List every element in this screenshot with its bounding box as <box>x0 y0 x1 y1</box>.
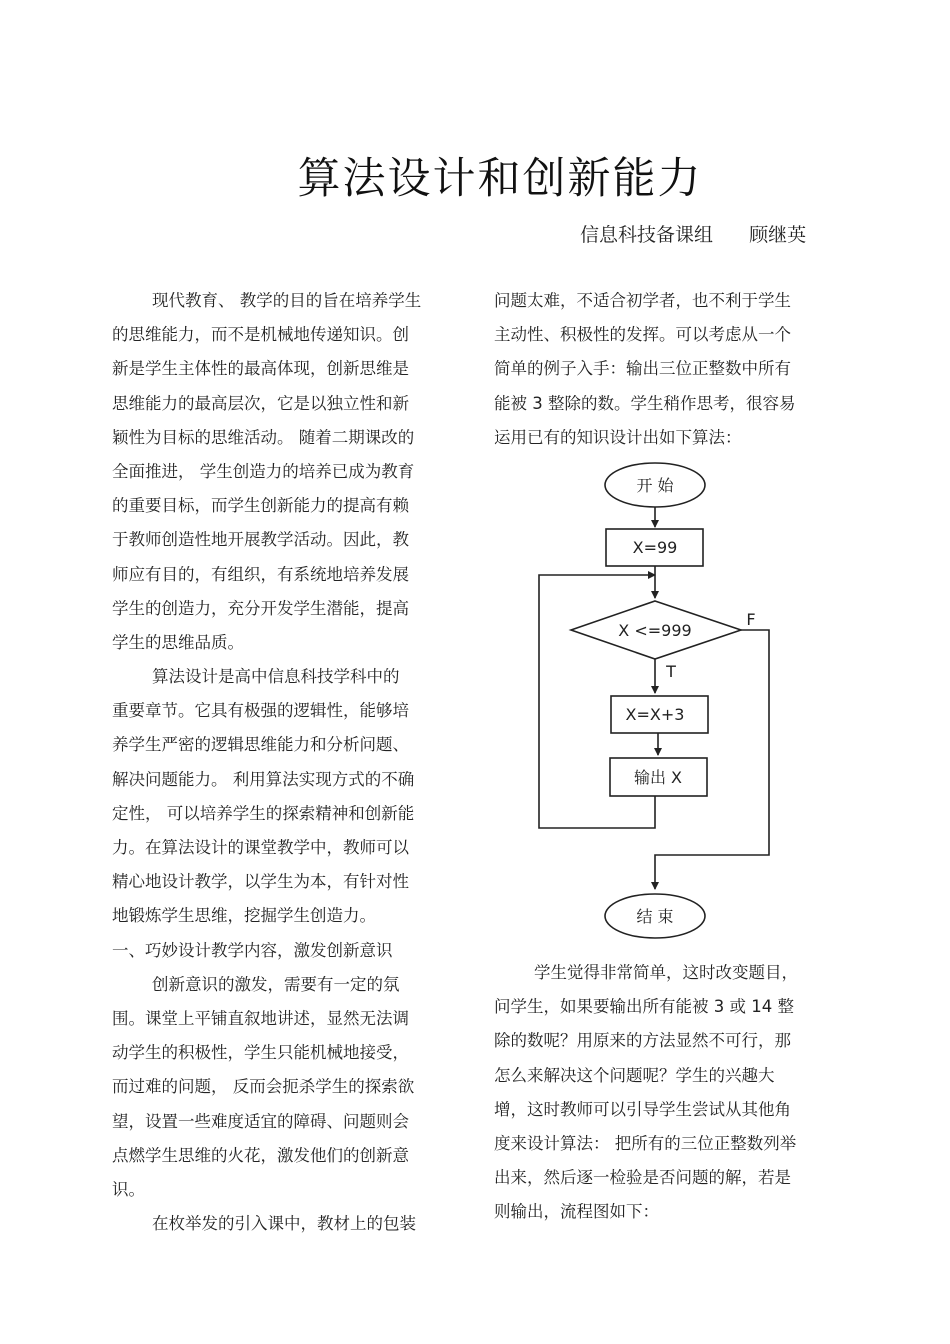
condition-label: X <=999 <box>618 621 692 640</box>
byline-author: 顾继英 <box>749 224 807 246</box>
right-column-top <box>494 284 839 455</box>
byline-group: 信息科技备课组 <box>580 224 714 246</box>
text-line: 一、巧妙设计教学内容，激发创新意识 <box>112 940 393 960</box>
text-line: 创新意识的激发，需要有一定的氛 <box>152 974 400 994</box>
text-line: 而过难的问题， 反而会扼杀学生的探索欲 <box>112 1077 415 1097</box>
text-line: 学生的创造力，充分开发学生潜能，提高 <box>112 598 409 618</box>
text-line: 主动性、积极性的发挥。可以考虑从一个 <box>494 325 791 345</box>
text-line: 运用已有的知识设计出如下算法： <box>494 427 742 447</box>
text-line: 于教师创造性地开展教学活动。因此，教 <box>112 530 409 550</box>
start-label: 开 始 <box>636 476 674 495</box>
text-line: 思维能力的最高层次，它是以独立性和新 <box>112 393 409 413</box>
text-line: 能被 3 整除的数。学生稍作思考，很容易 <box>494 393 796 413</box>
flowchart <box>530 455 790 945</box>
text-line: 学生觉得非常简单，这时改变题目， <box>534 963 798 982</box>
output-label: 输出 X <box>633 768 683 787</box>
false-label: F <box>746 610 756 629</box>
text-line: 动学生的积极性，学生只能机械地接受， <box>112 1043 409 1063</box>
init-label: X=99 <box>632 538 678 557</box>
text-line: 解决问题能力。 利用算法实现方式的不确 <box>112 769 415 789</box>
text-line: 在枚举发的引入课中，教材上的包装 <box>152 1214 416 1234</box>
text-line: 新是学生主体性的最高体现，创新思维是 <box>112 359 409 379</box>
true-label: T <box>666 662 676 681</box>
text-line: 养学生严密的逻辑思维能力和分析问题、 <box>112 735 409 755</box>
text-line: 怎么来解决这个问题呢？学生的兴趣大 <box>494 1065 775 1085</box>
text-line: 学生的思维品质。 <box>112 632 244 652</box>
text-line: 力。在算法设计的课堂教学中，教师可以 <box>112 838 409 857</box>
right-column-bottom <box>494 956 839 1230</box>
text-line: 精心地设计教学，以学生为本，有针对性 <box>112 872 409 892</box>
text-line: 算法设计是高中信息科技学科中的 <box>152 667 400 687</box>
left-column <box>112 284 447 1241</box>
text-line: 颖性为目标的思维活动。 随着二期课改的 <box>112 427 415 447</box>
text-line: 全面推进， 学生创造力的培养已成为教育 <box>112 461 415 481</box>
text-line: 围。课堂上平铺直叙地讲述，显然无法调 <box>112 1008 409 1028</box>
text-line: 的重要目标，而学生创新能力的提高有赖 <box>112 496 409 516</box>
text-line: 师应有目的，有组织，有系统地培养发展 <box>112 564 409 584</box>
byline <box>580 220 806 247</box>
text-line: 现代教育、 教学的目的旨在培养学生 <box>152 291 422 310</box>
text-line: 出来，然后逐一检验是否问题的解，若是 <box>494 1168 791 1188</box>
text-line: 简单的例子入手：输出三位正整数中所有 <box>494 359 791 379</box>
text-line: 度来设计算法： 把所有的三位正整数列举 <box>494 1133 797 1153</box>
text-line: 问学生，如果要输出所有能被 3 或 14 整 <box>494 997 794 1017</box>
text-line: 的思维能力，而不是机械地传递知识。创 <box>112 325 409 345</box>
text-line: 点燃学生思维的火花，激发他们的创新意 <box>112 1145 409 1165</box>
text-line: 望，设置一些难度适宜的障碍、问题则会 <box>112 1111 409 1131</box>
text-line: 除的数呢？用原来的方法显然不可行，那 <box>494 1031 791 1051</box>
text-line: 增，这时教师可以引导学生尝试从其他角 <box>494 1099 791 1119</box>
text-line: 定性， 可以培养学生的探索精神和创新能 <box>112 803 415 823</box>
text-line: 识。 <box>112 1179 145 1199</box>
text-line: 地锻炼学生思维，挖掘学生创造力。 <box>112 906 376 926</box>
page-title: 算法设计和创新能力 <box>297 154 703 204</box>
text-line: 问题太难，不适合初学者，也不利于学生 <box>494 291 791 310</box>
text-line: 重要章节。它具有极强的逻辑性，能够培 <box>112 701 409 721</box>
text-line: 则输出，流程图如下： <box>494 1202 659 1222</box>
increment-label: X=X+3 <box>625 705 685 724</box>
end-label: 结 束 <box>636 907 674 926</box>
